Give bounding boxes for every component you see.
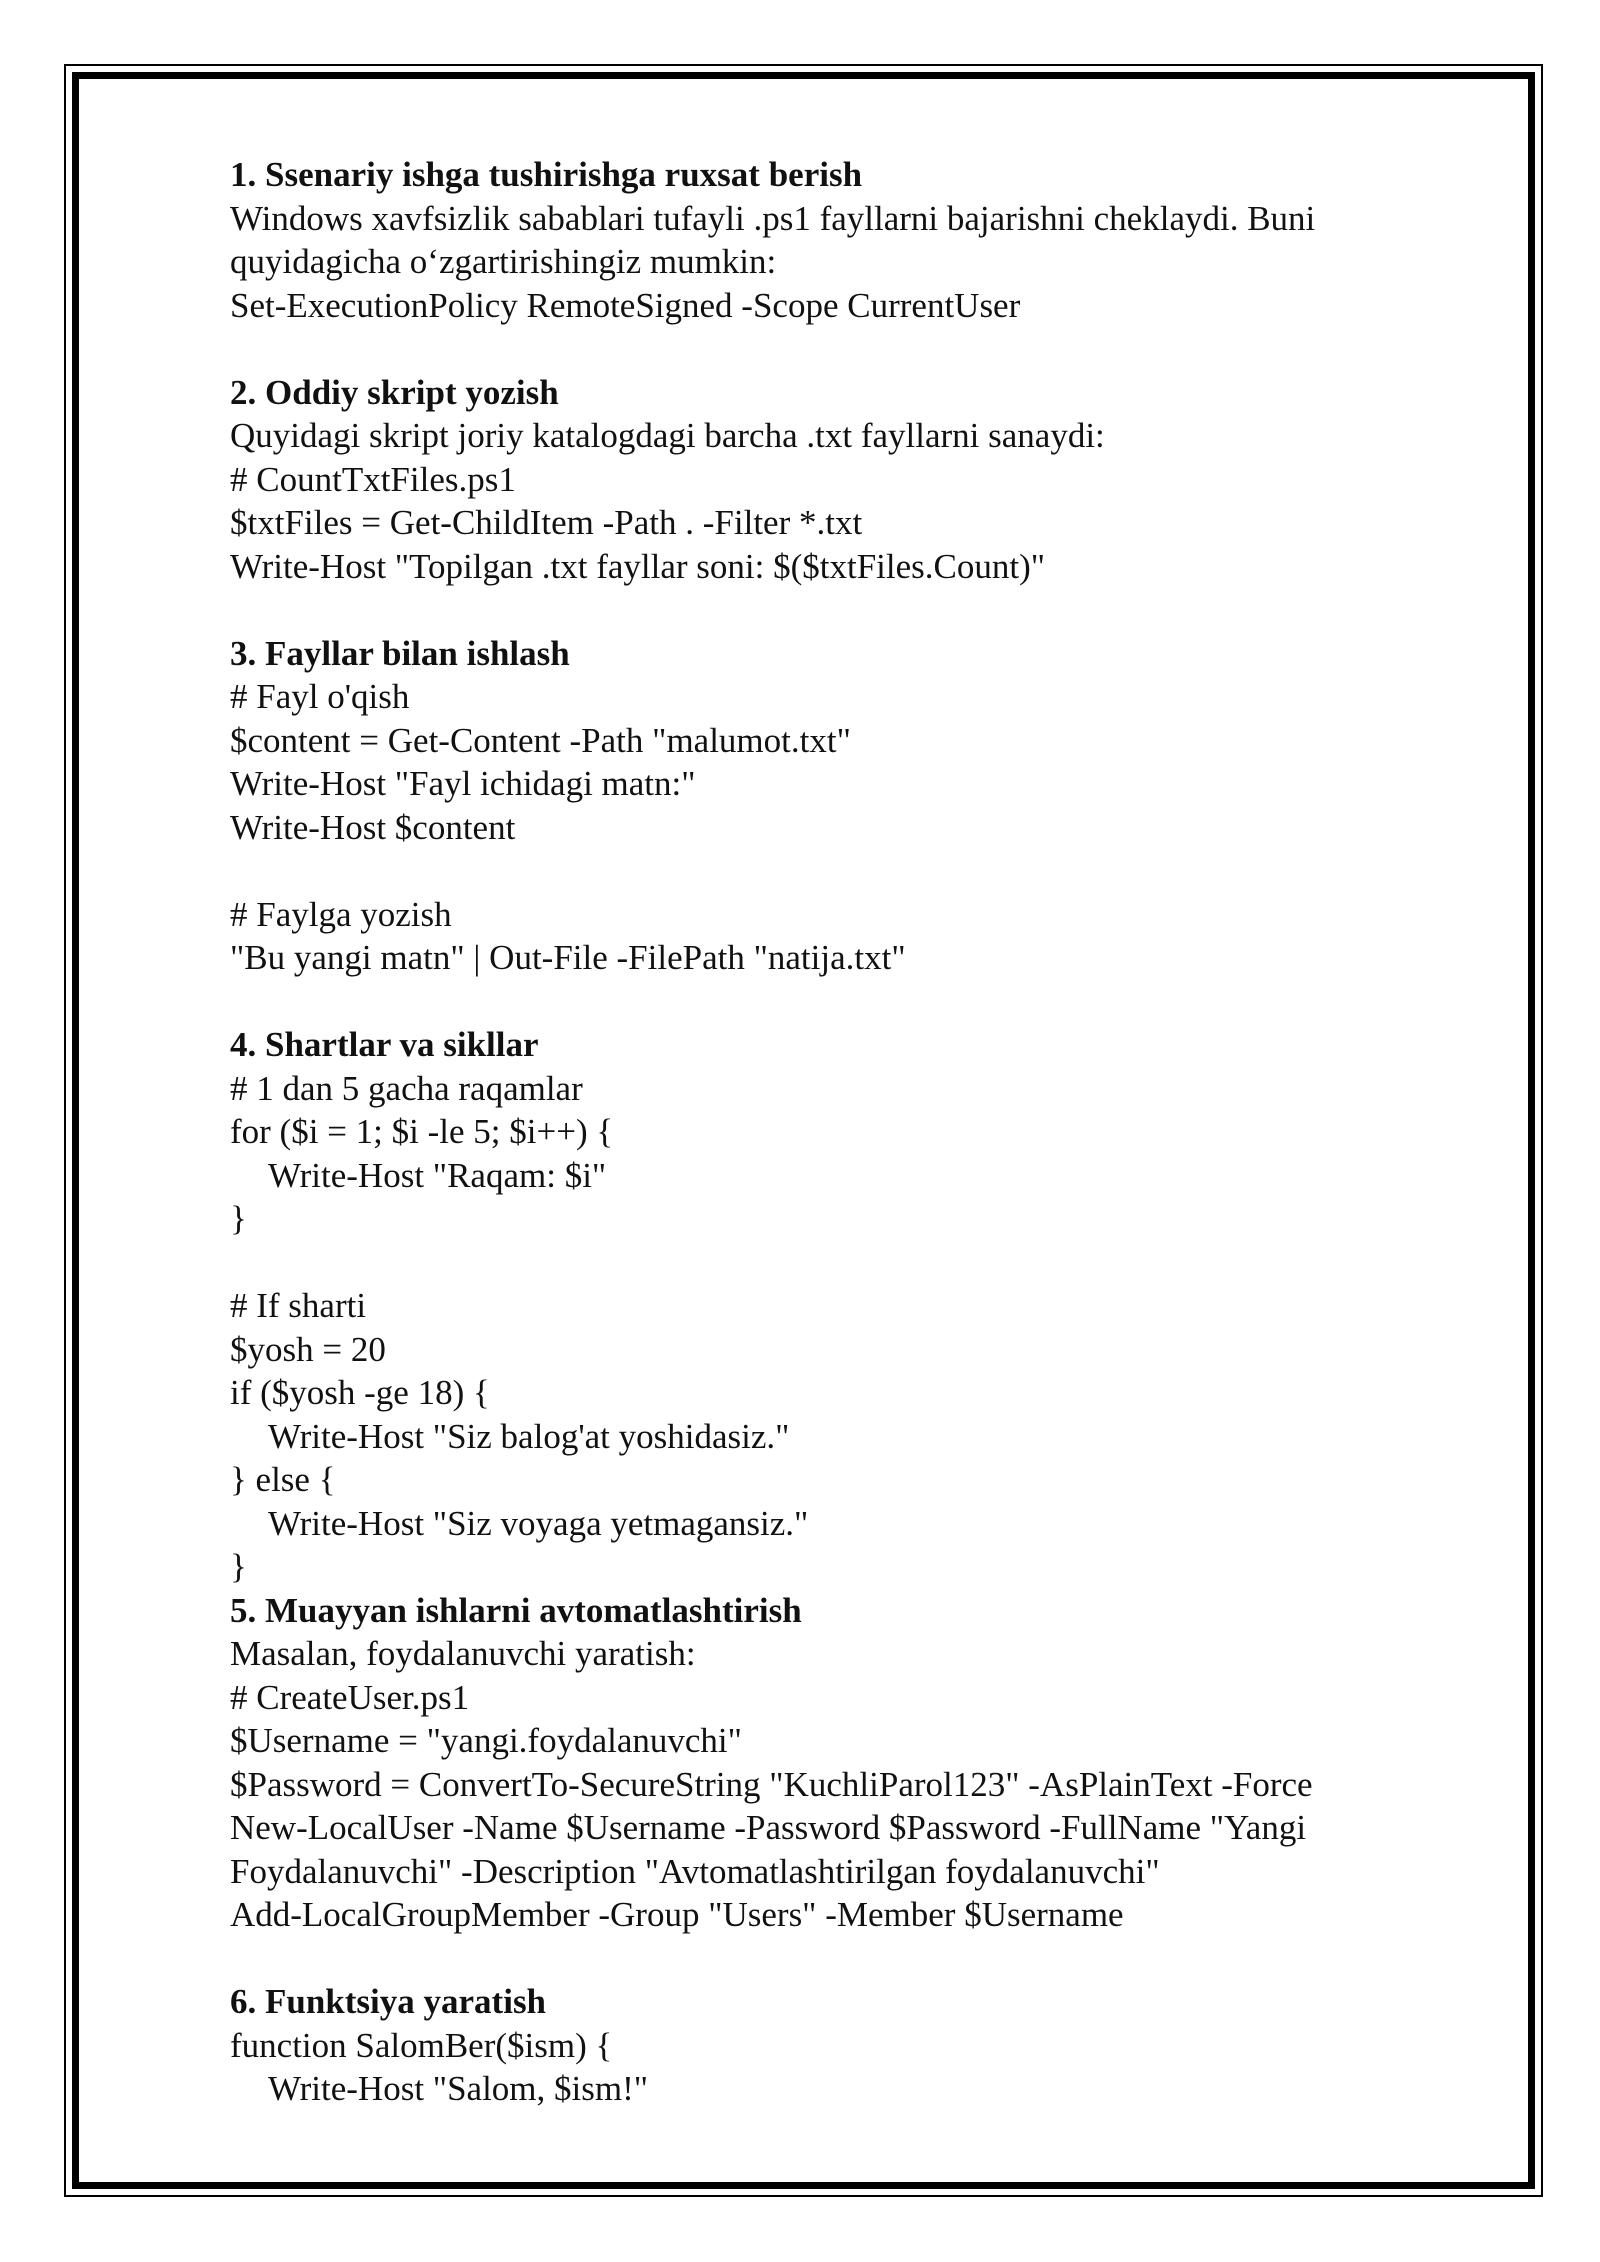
code-line: Write-Host "Siz balog'at yoshidasiz."	[268, 1416, 790, 1456]
section-heading: 3. Fayllar bilan ishlash	[230, 633, 570, 673]
code-line: $Password = ConvertTo-SecureString "KuchliParol123" -AsPlainText -Force	[230, 1764, 1313, 1804]
section-heading: 4. Shartlar va sikllar	[230, 1025, 539, 1064]
document-body	[230, 153, 1410, 2111]
code-line: # If sharti	[230, 1286, 367, 1325]
blank-line	[230, 588, 1410, 632]
code-line: $Username = "yangi.foydalanuvchi"	[230, 1721, 742, 1760]
section-heading: 1. Ssenariy ishga tushirishga ruxsat berish	[230, 155, 863, 194]
code-line: if ($yosh -ge 18) {	[230, 1373, 490, 1412]
blank-line	[230, 1937, 1410, 1981]
code-line: $content = Get-Content -Path "malumot.txt"	[230, 720, 851, 760]
code-line: # CreateUser.ps1	[230, 1677, 470, 1717]
code-line: Write-Host "Salom, $ism!"	[268, 2069, 649, 2108]
code-line: for ($i = 1; $i -le 5; $i++) {	[230, 1112, 614, 1151]
code-line: Set-ExecutionPolicy RemoteSigned -Scope CurrentUser	[230, 285, 1021, 325]
section-heading: 5. Muayyan ishlarni avtomatlashtirish	[230, 1590, 802, 1630]
blank-line	[230, 1241, 1410, 1285]
code-line: Write-Host "Raqam: $i"	[268, 1155, 607, 1195]
code-line: $txtFiles = Get-ChildItem -Path . -Filter *.txt	[230, 503, 863, 542]
blank-line	[230, 980, 1410, 1024]
text-line: quyidagicha o‘zgartirishingiz mumkin:	[230, 242, 777, 281]
code-line: "Bu yangi matn" | Out-File -FilePath "natija.txt"	[230, 938, 906, 977]
code-line: # Faylga yozish	[230, 894, 452, 934]
code-line: }	[230, 1547, 247, 1586]
code-line: Write-Host "Topilgan .txt fayllar soni: $($txtFiles.Count)"	[230, 546, 1046, 586]
code-line: function SalomBer($ism) {	[230, 2025, 613, 2065]
text-line: Masalan, foydalanuvchi yaratish:	[230, 1634, 696, 1673]
code-line: Add-LocalGroupMember -Group "Users" -Member $Username	[230, 1895, 1124, 1934]
code-line: # 1 dan 5 gacha raqamlar	[230, 1068, 583, 1108]
code-line: Write-Host "Siz voyaga yetmagansiz."	[268, 1503, 809, 1543]
text-line: Windows xavfsizlik sabablari tufayli .ps1 fayllarni bajarishni cheklaydi. Buni	[230, 198, 1316, 238]
blank-line	[230, 327, 1410, 371]
code-line: # Fayl o'qish	[230, 677, 410, 716]
code-line: Foydalanuvchi" -Description "Avtomatlashtirilgan foydalanuvchi"	[230, 1851, 1160, 1891]
code-line: Write-Host $content	[230, 807, 516, 847]
code-line: New-LocalUser -Name $Username -Password $Password -FullName "Yangi	[230, 1808, 1307, 1847]
section-heading: 6. Funktsiya yaratish	[230, 1982, 547, 2021]
blank-line	[230, 849, 1410, 893]
code-line: } else {	[230, 1460, 336, 1499]
code-line: $yosh = 20	[230, 1329, 386, 1369]
code-line: Write-Host "Fayl ichidagi matn:"	[230, 764, 696, 803]
text-line: Quyidagi skript joriy katalogdagi barcha .txt fayllarni sanaydi:	[230, 416, 1105, 455]
code-line: # CountTxtFiles.ps1	[230, 459, 516, 499]
code-line: }	[230, 1199, 247, 1238]
section-heading: 2. Oddiy skript yozish	[230, 372, 559, 412]
